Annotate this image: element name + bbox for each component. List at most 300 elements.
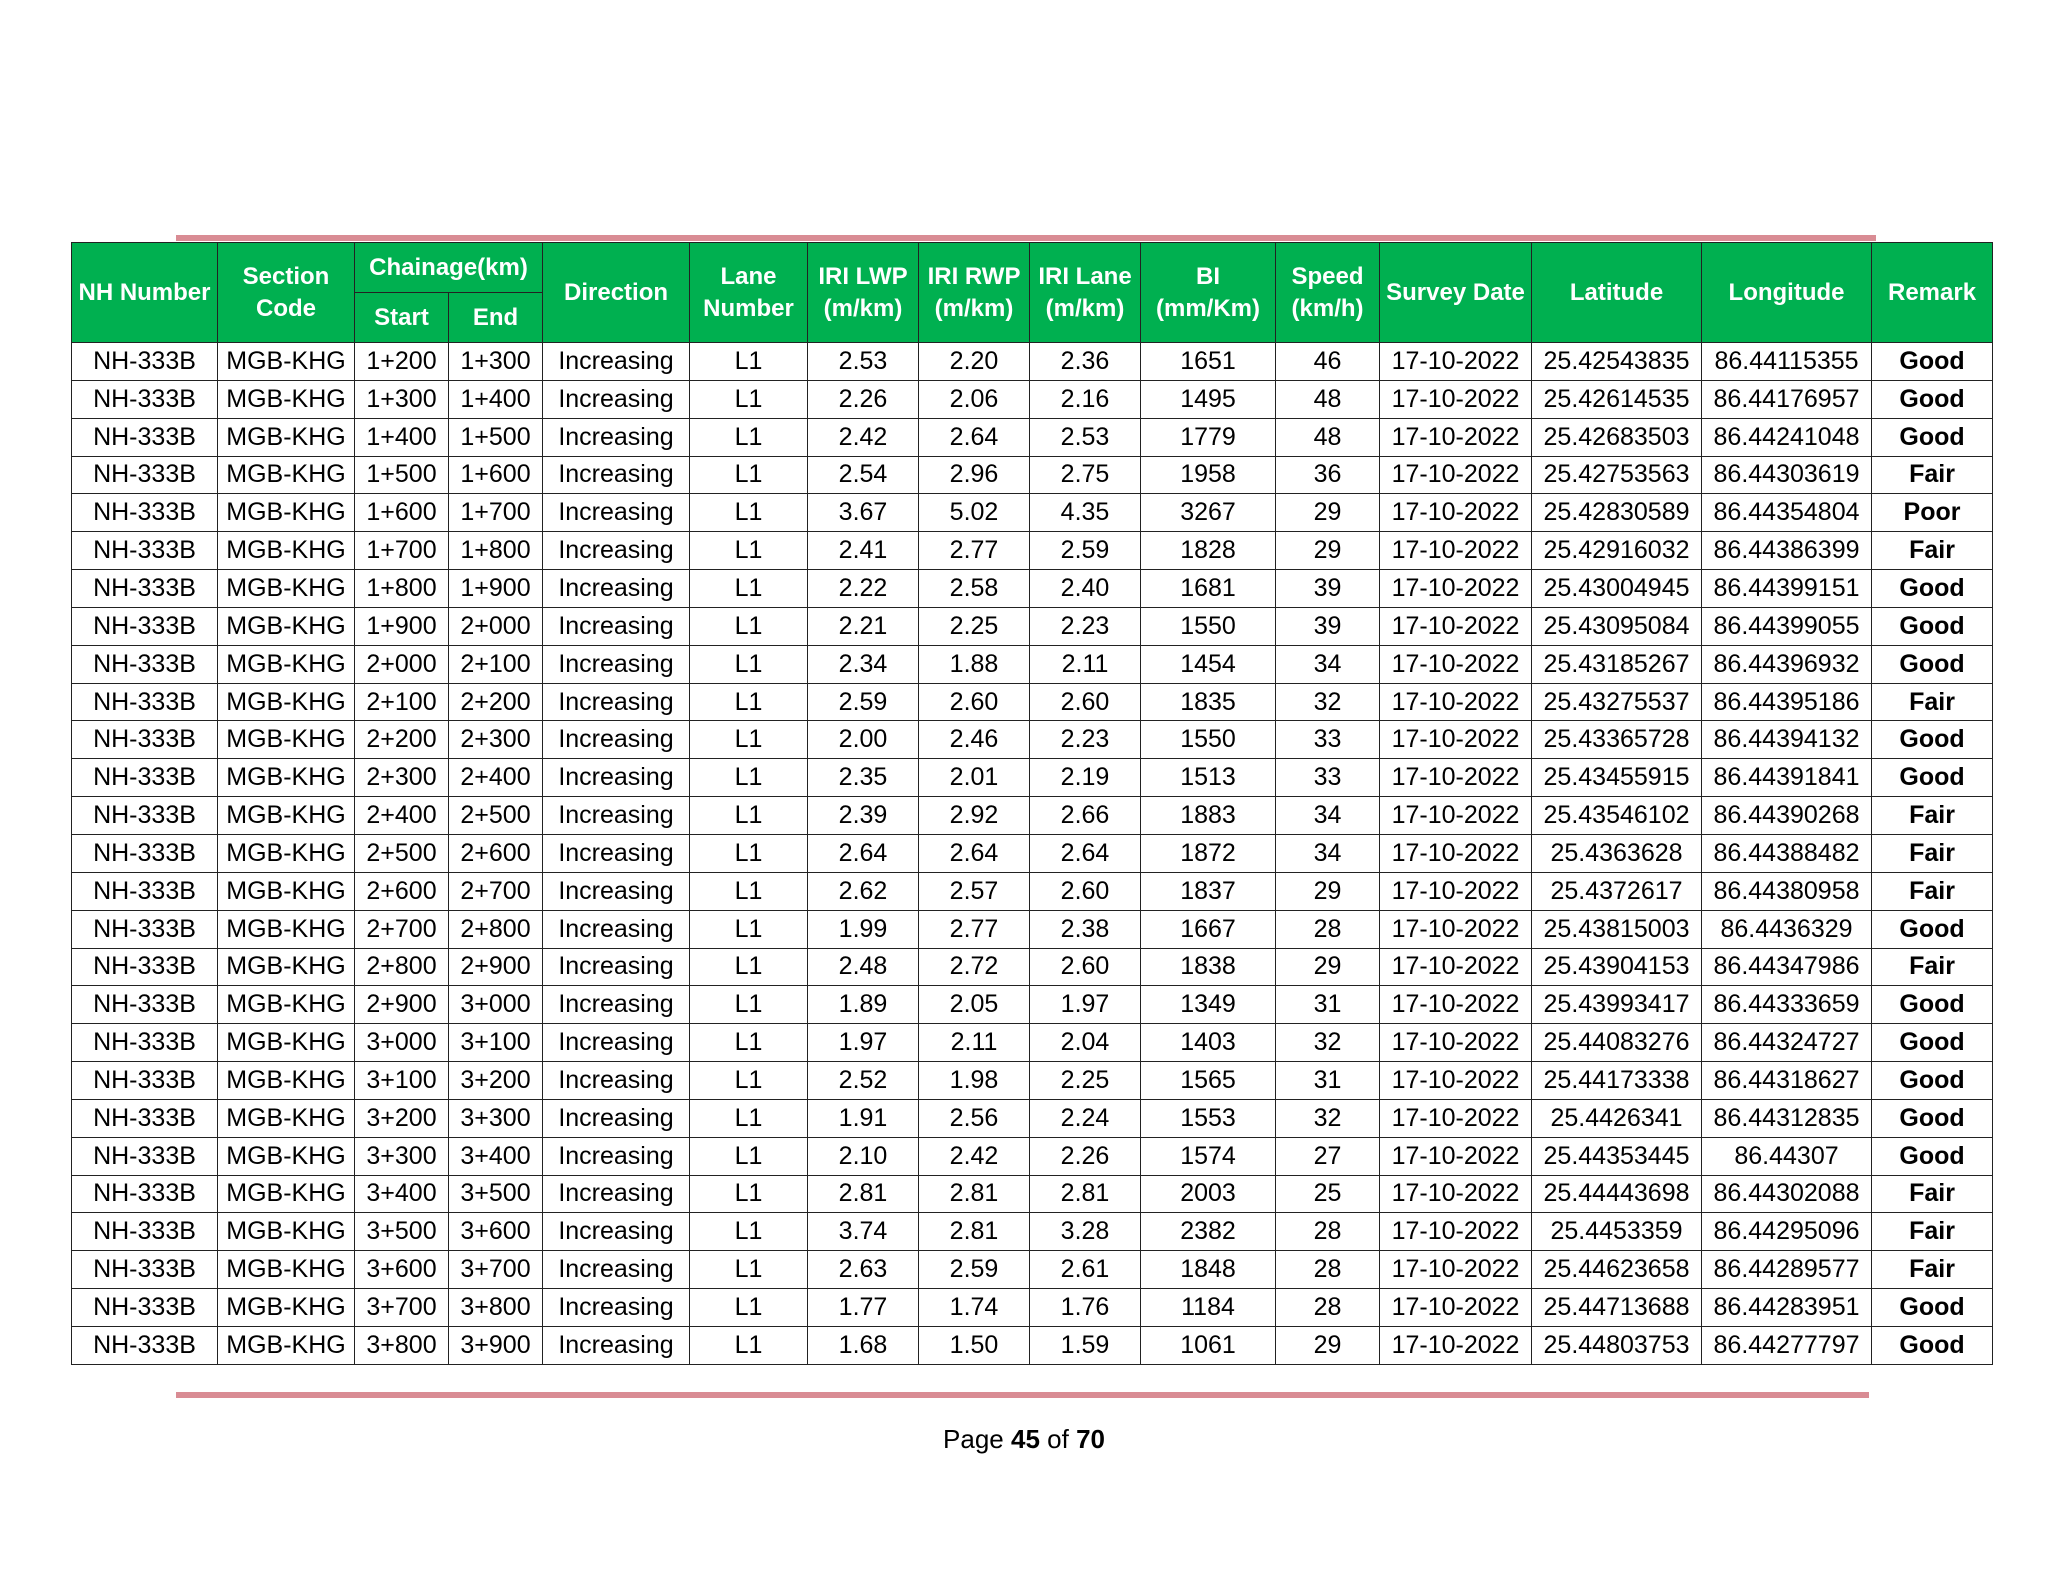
cell-remark: Good — [1872, 721, 1993, 759]
cell-speed: 32 — [1276, 1024, 1380, 1062]
cell-iri-lwp: 2.53 — [808, 343, 919, 381]
cell-survey-date: 17-10-2022 — [1380, 1289, 1532, 1327]
table-header — [72, 243, 1993, 343]
table-row — [72, 456, 1993, 494]
header-iri-rwp: IRI RWP (m/km) — [919, 243, 1030, 343]
cell-remark: Fair — [1872, 1213, 1993, 1251]
cell-bi: 1779 — [1141, 418, 1276, 456]
cell-remark: Fair — [1872, 872, 1993, 910]
cell-section-code: MGB-KHG — [218, 1137, 355, 1175]
cell-bi: 1883 — [1141, 797, 1276, 835]
table-row — [72, 380, 1993, 418]
cell-nh-number: NH-333B — [72, 380, 218, 418]
cell-survey-date: 17-10-2022 — [1380, 1251, 1532, 1289]
cell-iri-lane: 1.59 — [1030, 1326, 1141, 1364]
cell-iri-rwp: 1.88 — [919, 645, 1030, 683]
cell-chainage-start: 3+100 — [355, 1062, 449, 1100]
cell-chainage-start: 3+000 — [355, 1024, 449, 1062]
cell-remark: Good — [1872, 1099, 1993, 1137]
cell-lane-number: L1 — [690, 834, 808, 872]
cell-chainage-start: 2+600 — [355, 872, 449, 910]
cell-section-code: MGB-KHG — [218, 1326, 355, 1364]
cell-remark: Good — [1872, 380, 1993, 418]
table-row — [72, 645, 1993, 683]
cell-direction: Increasing — [543, 532, 690, 570]
cell-direction: Increasing — [543, 834, 690, 872]
cell-chainage-end: 2+700 — [449, 872, 543, 910]
header-iri-lwp: IRI LWP (m/km) — [808, 243, 919, 343]
cell-iri-lane: 4.35 — [1030, 494, 1141, 532]
table-row — [72, 948, 1993, 986]
cell-direction: Increasing — [543, 380, 690, 418]
cell-bi: 1349 — [1141, 986, 1276, 1024]
cell-section-code: MGB-KHG — [218, 418, 355, 456]
cell-speed: 28 — [1276, 910, 1380, 948]
cell-speed: 29 — [1276, 532, 1380, 570]
cell-latitude: 25.44083276 — [1532, 1024, 1702, 1062]
cell-lane-number: L1 — [690, 343, 808, 381]
cell-survey-date: 17-10-2022 — [1380, 1099, 1532, 1137]
cell-remark: Good — [1872, 570, 1993, 608]
cell-section-code: MGB-KHG — [218, 570, 355, 608]
cell-speed: 39 — [1276, 607, 1380, 645]
bottom-rule — [176, 1392, 1869, 1398]
cell-survey-date: 17-10-2022 — [1380, 456, 1532, 494]
cell-iri-rwp: 2.59 — [919, 1251, 1030, 1289]
table-row — [72, 683, 1993, 721]
cell-survey-date: 17-10-2022 — [1380, 607, 1532, 645]
cell-iri-rwp: 2.72 — [919, 948, 1030, 986]
cell-longitude: 86.44303619 — [1702, 456, 1872, 494]
cell-chainage-end: 3+100 — [449, 1024, 543, 1062]
cell-speed: 29 — [1276, 1326, 1380, 1364]
cell-survey-date: 17-10-2022 — [1380, 343, 1532, 381]
cell-lane-number: L1 — [690, 1099, 808, 1137]
cell-longitude: 86.44241048 — [1702, 418, 1872, 456]
cell-chainage-start: 3+300 — [355, 1137, 449, 1175]
cell-nh-number: NH-333B — [72, 1024, 218, 1062]
cell-lane-number: L1 — [690, 494, 808, 532]
cell-direction: Increasing — [543, 948, 690, 986]
table-row — [72, 1213, 1993, 1251]
cell-section-code: MGB-KHG — [218, 607, 355, 645]
cell-longitude: 86.44302088 — [1702, 1175, 1872, 1213]
cell-lane-number: L1 — [690, 759, 808, 797]
cell-iri-lane: 2.23 — [1030, 607, 1141, 645]
cell-latitude: 25.44173338 — [1532, 1062, 1702, 1100]
cell-direction: Increasing — [543, 1326, 690, 1364]
cell-section-code: MGB-KHG — [218, 1289, 355, 1327]
cell-lane-number: L1 — [690, 1213, 808, 1251]
cell-bi: 1681 — [1141, 570, 1276, 608]
cell-iri-lane: 2.23 — [1030, 721, 1141, 759]
cell-remark: Good — [1872, 645, 1993, 683]
table-row — [72, 759, 1993, 797]
cell-chainage-start: 1+800 — [355, 570, 449, 608]
cell-speed: 39 — [1276, 570, 1380, 608]
cell-longitude: 86.4436329 — [1702, 910, 1872, 948]
cell-latitude: 25.4453359 — [1532, 1213, 1702, 1251]
cell-latitude: 25.43904153 — [1532, 948, 1702, 986]
cell-bi: 1184 — [1141, 1289, 1276, 1327]
table-row — [72, 1024, 1993, 1062]
cell-chainage-start: 2+100 — [355, 683, 449, 721]
cell-section-code: MGB-KHG — [218, 343, 355, 381]
cell-latitude: 25.43365728 — [1532, 721, 1702, 759]
cell-nh-number: NH-333B — [72, 872, 218, 910]
header-latitude: Latitude — [1532, 243, 1702, 343]
cell-iri-rwp: 2.60 — [919, 683, 1030, 721]
cell-iri-lane: 2.60 — [1030, 948, 1141, 986]
cell-iri-lwp: 2.59 — [808, 683, 919, 721]
cell-direction: Increasing — [543, 645, 690, 683]
cell-longitude: 86.44295096 — [1702, 1213, 1872, 1251]
cell-longitude: 86.44307 — [1702, 1137, 1872, 1175]
cell-survey-date: 17-10-2022 — [1380, 910, 1532, 948]
cell-remark: Fair — [1872, 948, 1993, 986]
cell-bi: 1848 — [1141, 1251, 1276, 1289]
cell-iri-lwp: 1.68 — [808, 1326, 919, 1364]
cell-speed: 32 — [1276, 683, 1380, 721]
cell-iri-rwp: 2.64 — [919, 418, 1030, 456]
header-survey-date: Survey Date — [1380, 243, 1532, 343]
cell-lane-number: L1 — [690, 797, 808, 835]
cell-direction: Increasing — [543, 683, 690, 721]
cell-iri-rwp: 1.50 — [919, 1326, 1030, 1364]
cell-iri-lane: 1.76 — [1030, 1289, 1141, 1327]
table-row — [72, 797, 1993, 835]
cell-section-code: MGB-KHG — [218, 1251, 355, 1289]
cell-chainage-start: 2+800 — [355, 948, 449, 986]
cell-chainage-start: 3+700 — [355, 1289, 449, 1327]
cell-chainage-start: 2+300 — [355, 759, 449, 797]
cell-section-code: MGB-KHG — [218, 948, 355, 986]
cell-direction: Increasing — [543, 1289, 690, 1327]
cell-longitude: 86.44176957 — [1702, 380, 1872, 418]
cell-longitude: 86.44115355 — [1702, 343, 1872, 381]
table-row — [72, 1099, 1993, 1137]
cell-section-code: MGB-KHG — [218, 797, 355, 835]
cell-iri-rwp: 2.01 — [919, 759, 1030, 797]
cell-speed: 34 — [1276, 645, 1380, 683]
cell-survey-date: 17-10-2022 — [1380, 418, 1532, 456]
cell-iri-lane: 2.24 — [1030, 1099, 1141, 1137]
header-longitude: Longitude — [1702, 243, 1872, 343]
cell-direction: Increasing — [543, 910, 690, 948]
cell-iri-rwp: 1.74 — [919, 1289, 1030, 1327]
cell-iri-lane: 2.66 — [1030, 797, 1141, 835]
cell-chainage-start: 1+300 — [355, 380, 449, 418]
cell-bi: 1828 — [1141, 532, 1276, 570]
cell-direction: Increasing — [543, 1251, 690, 1289]
cell-section-code: MGB-KHG — [218, 1175, 355, 1213]
cell-section-code: MGB-KHG — [218, 872, 355, 910]
cell-survey-date: 17-10-2022 — [1380, 834, 1532, 872]
cell-iri-lwp: 3.67 — [808, 494, 919, 532]
cell-survey-date: 17-10-2022 — [1380, 494, 1532, 532]
table-row — [72, 607, 1993, 645]
cell-latitude: 25.43546102 — [1532, 797, 1702, 835]
cell-chainage-end: 2+100 — [449, 645, 543, 683]
cell-survey-date: 17-10-2022 — [1380, 645, 1532, 683]
cell-iri-lane: 2.11 — [1030, 645, 1141, 683]
cell-lane-number: L1 — [690, 910, 808, 948]
cell-chainage-end: 2+900 — [449, 948, 543, 986]
cell-iri-lane: 2.59 — [1030, 532, 1141, 570]
cell-iri-rwp: 2.92 — [919, 797, 1030, 835]
header-bi: BI (mm/Km) — [1141, 243, 1276, 343]
cell-iri-lwp: 2.62 — [808, 872, 919, 910]
cell-chainage-start: 2+000 — [355, 645, 449, 683]
cell-remark: Fair — [1872, 797, 1993, 835]
cell-iri-rwp: 2.81 — [919, 1213, 1030, 1251]
cell-chainage-end: 3+000 — [449, 986, 543, 1024]
cell-longitude: 86.44354804 — [1702, 494, 1872, 532]
cell-chainage-start: 1+700 — [355, 532, 449, 570]
cell-chainage-start: 1+500 — [355, 456, 449, 494]
cell-latitude: 25.44623658 — [1532, 1251, 1702, 1289]
cell-chainage-start: 1+600 — [355, 494, 449, 532]
cell-nh-number: NH-333B — [72, 1326, 218, 1364]
cell-iri-lwp: 2.81 — [808, 1175, 919, 1213]
cell-longitude: 86.44318627 — [1702, 1062, 1872, 1100]
cell-lane-number: L1 — [690, 948, 808, 986]
cell-chainage-end: 1+300 — [449, 343, 543, 381]
cell-iri-lane: 2.81 — [1030, 1175, 1141, 1213]
cell-lane-number: L1 — [690, 1251, 808, 1289]
cell-bi: 1553 — [1141, 1099, 1276, 1137]
cell-bi: 2382 — [1141, 1213, 1276, 1251]
cell-lane-number: L1 — [690, 1024, 808, 1062]
cell-direction: Increasing — [543, 1175, 690, 1213]
cell-iri-rwp: 2.96 — [919, 456, 1030, 494]
cell-lane-number: L1 — [690, 986, 808, 1024]
cell-iri-lane: 2.60 — [1030, 872, 1141, 910]
cell-chainage-end: 3+500 — [449, 1175, 543, 1213]
cell-chainage-end: 2+300 — [449, 721, 543, 759]
cell-nh-number: NH-333B — [72, 1251, 218, 1289]
cell-nh-number: NH-333B — [72, 797, 218, 835]
cell-section-code: MGB-KHG — [218, 494, 355, 532]
cell-lane-number: L1 — [690, 1175, 808, 1213]
cell-section-code: MGB-KHG — [218, 683, 355, 721]
cell-chainage-end: 1+800 — [449, 532, 543, 570]
cell-chainage-end: 2+600 — [449, 834, 543, 872]
cell-remark: Good — [1872, 1326, 1993, 1364]
header-iri-lane: IRI Lane (m/km) — [1030, 243, 1141, 343]
cell-nh-number: NH-333B — [72, 721, 218, 759]
cell-nh-number: NH-333B — [72, 834, 218, 872]
cell-latitude: 25.44803753 — [1532, 1326, 1702, 1364]
cell-section-code: MGB-KHG — [218, 532, 355, 570]
cell-iri-rwp: 2.20 — [919, 343, 1030, 381]
cell-remark: Poor — [1872, 494, 1993, 532]
cell-latitude: 25.43815003 — [1532, 910, 1702, 948]
cell-chainage-start: 1+900 — [355, 607, 449, 645]
table-row — [72, 532, 1993, 570]
cell-longitude: 86.44396932 — [1702, 645, 1872, 683]
cell-latitude: 25.4372617 — [1532, 872, 1702, 910]
cell-survey-date: 17-10-2022 — [1380, 797, 1532, 835]
cell-lane-number: L1 — [690, 418, 808, 456]
cell-iri-lane: 2.53 — [1030, 418, 1141, 456]
cell-direction: Increasing — [543, 494, 690, 532]
cell-survey-date: 17-10-2022 — [1380, 532, 1532, 570]
cell-iri-rwp: 2.05 — [919, 986, 1030, 1024]
cell-remark: Good — [1872, 418, 1993, 456]
cell-survey-date: 17-10-2022 — [1380, 1175, 1532, 1213]
table-row — [72, 343, 1993, 381]
cell-longitude: 86.44390268 — [1702, 797, 1872, 835]
cell-chainage-start: 3+800 — [355, 1326, 449, 1364]
cell-direction: Increasing — [543, 607, 690, 645]
cell-speed: 34 — [1276, 834, 1380, 872]
cell-iri-rwp: 2.46 — [919, 721, 1030, 759]
header-direction: Direction — [543, 243, 690, 343]
cell-nh-number: NH-333B — [72, 456, 218, 494]
table-row — [72, 1251, 1993, 1289]
cell-bi: 1454 — [1141, 645, 1276, 683]
cell-lane-number: L1 — [690, 645, 808, 683]
cell-bi: 1565 — [1141, 1062, 1276, 1100]
cell-nh-number: NH-333B — [72, 418, 218, 456]
cell-latitude: 25.42916032 — [1532, 532, 1702, 570]
cell-nh-number: NH-333B — [72, 1099, 218, 1137]
page-current: 45 — [1010, 1424, 1040, 1454]
cell-remark: Good — [1872, 986, 1993, 1024]
cell-survey-date: 17-10-2022 — [1380, 380, 1532, 418]
cell-chainage-start: 3+600 — [355, 1251, 449, 1289]
cell-section-code: MGB-KHG — [218, 380, 355, 418]
cell-remark: Good — [1872, 759, 1993, 797]
cell-survey-date: 17-10-2022 — [1380, 1326, 1532, 1364]
cell-longitude: 86.44388482 — [1702, 834, 1872, 872]
cell-direction: Increasing — [543, 986, 690, 1024]
cell-longitude: 86.44380958 — [1702, 872, 1872, 910]
cell-chainage-end: 1+400 — [449, 380, 543, 418]
table-row — [72, 1326, 1993, 1364]
cell-iri-lwp: 3.74 — [808, 1213, 919, 1251]
cell-direction: Increasing — [543, 1062, 690, 1100]
cell-latitude: 25.42753563 — [1532, 456, 1702, 494]
page-of: of — [1047, 1424, 1069, 1454]
cell-longitude: 86.44283951 — [1702, 1289, 1872, 1327]
cell-section-code: MGB-KHG — [218, 1213, 355, 1251]
cell-chainage-start: 2+400 — [355, 797, 449, 835]
cell-section-code: MGB-KHG — [218, 1099, 355, 1137]
cell-lane-number: L1 — [690, 1326, 808, 1364]
cell-chainage-end: 1+500 — [449, 418, 543, 456]
cell-section-code: MGB-KHG — [218, 834, 355, 872]
cell-survey-date: 17-10-2022 — [1380, 759, 1532, 797]
cell-speed: 48 — [1276, 380, 1380, 418]
cell-chainage-start: 2+700 — [355, 910, 449, 948]
cell-chainage-end: 2+800 — [449, 910, 543, 948]
cell-speed: 27 — [1276, 1137, 1380, 1175]
cell-iri-rwp: 2.11 — [919, 1024, 1030, 1062]
cell-chainage-end: 3+400 — [449, 1137, 543, 1175]
cell-iri-lwp: 1.97 — [808, 1024, 919, 1062]
cell-chainage-end: 2+500 — [449, 797, 543, 835]
cell-iri-lwp: 1.99 — [808, 910, 919, 948]
cell-chainage-start: 1+400 — [355, 418, 449, 456]
cell-latitude: 25.42614535 — [1532, 380, 1702, 418]
cell-iri-lwp: 2.21 — [808, 607, 919, 645]
header-end: End — [449, 293, 543, 343]
cell-iri-lwp: 1.77 — [808, 1289, 919, 1327]
page-label: Page — [943, 1424, 1004, 1454]
cell-chainage-start: 2+200 — [355, 721, 449, 759]
cell-remark: Good — [1872, 607, 1993, 645]
cell-lane-number: L1 — [690, 532, 808, 570]
cell-chainage-start: 3+200 — [355, 1099, 449, 1137]
cell-direction: Increasing — [543, 721, 690, 759]
cell-bi: 1838 — [1141, 948, 1276, 986]
cell-iri-rwp: 2.56 — [919, 1099, 1030, 1137]
cell-longitude: 86.44391841 — [1702, 759, 1872, 797]
cell-bi: 1061 — [1141, 1326, 1276, 1364]
cell-iri-lwp: 2.48 — [808, 948, 919, 986]
cell-chainage-end: 3+800 — [449, 1289, 543, 1327]
cell-remark: Good — [1872, 1062, 1993, 1100]
cell-speed: 28 — [1276, 1289, 1380, 1327]
table-row — [72, 834, 1993, 872]
cell-nh-number: NH-333B — [72, 494, 218, 532]
cell-latitude: 25.4426341 — [1532, 1099, 1702, 1137]
cell-iri-lwp: 2.00 — [808, 721, 919, 759]
cell-direction: Increasing — [543, 1137, 690, 1175]
cell-survey-date: 17-10-2022 — [1380, 948, 1532, 986]
page-total: 70 — [1076, 1424, 1105, 1454]
cell-section-code: MGB-KHG — [218, 910, 355, 948]
cell-iri-lwp: 2.34 — [808, 645, 919, 683]
cell-remark: Fair — [1872, 1251, 1993, 1289]
cell-iri-lane: 2.26 — [1030, 1137, 1141, 1175]
cell-iri-lwp: 1.91 — [808, 1099, 919, 1137]
cell-speed: 31 — [1276, 1062, 1380, 1100]
cell-nh-number: NH-333B — [72, 532, 218, 570]
cell-chainage-end: 1+600 — [449, 456, 543, 494]
cell-iri-lane: 1.97 — [1030, 986, 1141, 1024]
cell-bi: 3267 — [1141, 494, 1276, 532]
cell-lane-number: L1 — [690, 683, 808, 721]
table-row — [72, 494, 1993, 532]
cell-nh-number: NH-333B — [72, 1062, 218, 1100]
cell-chainage-start: 1+200 — [355, 343, 449, 381]
cell-chainage-end: 3+900 — [449, 1326, 543, 1364]
cell-direction: Increasing — [543, 1099, 690, 1137]
cell-iri-lane: 2.19 — [1030, 759, 1141, 797]
cell-lane-number: L1 — [690, 1062, 808, 1100]
cell-iri-rwp: 2.42 — [919, 1137, 1030, 1175]
cell-survey-date: 17-10-2022 — [1380, 986, 1532, 1024]
cell-longitude: 86.44324727 — [1702, 1024, 1872, 1062]
cell-nh-number: NH-333B — [72, 986, 218, 1024]
cell-section-code: MGB-KHG — [218, 986, 355, 1024]
cell-iri-lane: 2.25 — [1030, 1062, 1141, 1100]
cell-longitude: 86.44395186 — [1702, 683, 1872, 721]
cell-section-code: MGB-KHG — [218, 721, 355, 759]
cell-chainage-start: 3+500 — [355, 1213, 449, 1251]
cell-latitude: 25.43275537 — [1532, 683, 1702, 721]
cell-iri-lane: 2.16 — [1030, 380, 1141, 418]
cell-iri-rwp: 2.77 — [919, 910, 1030, 948]
cell-lane-number: L1 — [690, 1137, 808, 1175]
cell-bi: 1550 — [1141, 721, 1276, 759]
cell-lane-number: L1 — [690, 1289, 808, 1327]
header-chainage: Chainage(km) — [355, 243, 543, 293]
cell-longitude: 86.44399055 — [1702, 607, 1872, 645]
